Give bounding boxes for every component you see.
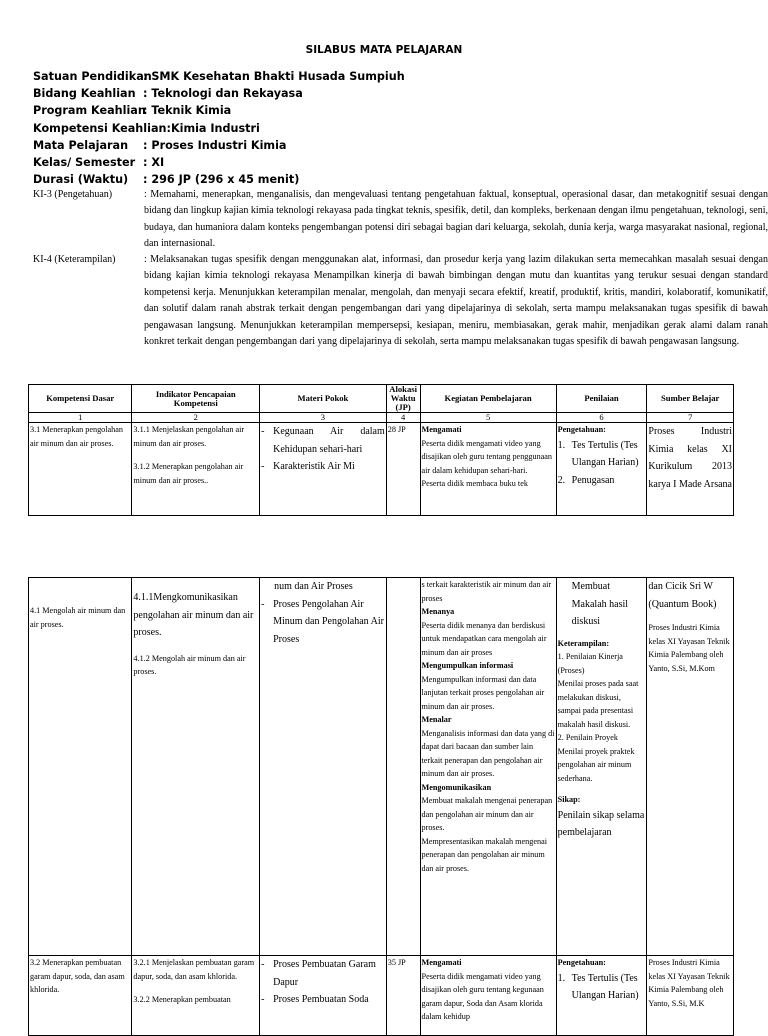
list-item: 1. Tes Tertulis (Tes Ulangan Harian)	[558, 970, 646, 1005]
meta-label: Kelas/ Semester	[33, 156, 136, 170]
sumber-cell	[647, 423, 734, 516]
jp-cell	[386, 423, 420, 516]
kegiatan-heading: Menalar	[421, 715, 452, 724]
penilaian-heading: Pengetahuan:	[557, 425, 606, 434]
penilaian-text: Menilai proyek praktek pengolahan air minum sederhana.	[557, 746, 635, 783]
jp-text: 28 JP	[387, 425, 406, 434]
penilaian-text: Penugasan	[571, 474, 615, 486]
meta-row-mapel	[33, 137, 405, 154]
kegiatan-heading: Menanya	[421, 607, 455, 616]
meta-row-durasi	[33, 171, 405, 188]
meta-value: : Teknologi dan Rekayasa	[143, 87, 303, 101]
list-item: - Karakteristik Air Mi	[261, 458, 385, 476]
meta-value: : Teknik Kimia	[143, 104, 232, 118]
table-row	[29, 578, 734, 956]
jp-cell	[386, 578, 420, 956]
indicator-text: 4.1.1Mengkomunikasikan pengolahan air minum dan air proses.	[133, 592, 254, 638]
sumber-text: Proses Industri Kimia kelas XI Kurikulum 2013 karya I Made Arsana	[648, 426, 732, 490]
col-number: 4	[386, 413, 420, 423]
ki4-label: KI-4 (Keterampilan)	[33, 254, 116, 265]
kegiatan-heading: Mengamati	[421, 425, 462, 434]
meta-value: : SMK Kesehatan Bhakti Husada Sumpiuh	[143, 70, 405, 83]
penilaian-text: 1. Penilaian Kinerja (Proses)	[557, 652, 623, 675]
ki3-label: KI-3 (Pengetahuan)	[33, 189, 113, 200]
jp-text: 35 JP	[387, 958, 406, 967]
col-header: Indikator Pencapaian Kompetensi	[132, 385, 260, 413]
meta-row-satuan	[33, 68, 405, 85]
table-row	[29, 423, 734, 516]
kegiatan-cell	[420, 578, 556, 956]
sumber-cell	[647, 578, 734, 956]
meta-label: Bidang Keahlian	[33, 87, 136, 101]
kegiatan-text: Peserta didik menanya dan berdiskusi untuk mendapatkan cara mengolah air minum dan air proses	[421, 620, 547, 657]
col-number: 6	[556, 413, 647, 423]
meta-row-program	[33, 102, 405, 119]
list-item: 2. Penugasan	[558, 472, 646, 490]
col-header: Sumber Belajar	[647, 385, 734, 413]
kegiatan-text: Peserta didik membaca buku tek	[421, 479, 528, 488]
col-number: 1	[29, 413, 132, 423]
kegiatan-text: s terkait karakteristik air minum dan air proses	[421, 580, 552, 603]
materi-text: Karakteristik Air Mi	[273, 461, 355, 472]
kd-cell	[29, 423, 132, 516]
list-item: - Proses Pengolahan Air Minum dan Pengolahan Air Proses	[261, 596, 385, 649]
sumber-text: Proses Industri Kimia kelas XI Yayasan Teknik Kimia Palembang oleh Yanto, S.Si, M.Kom	[648, 623, 730, 673]
meta-label: Durasi (Waktu)	[33, 173, 129, 187]
materi-cell	[260, 578, 387, 956]
meta-label: Mata Pelajaran	[33, 138, 129, 152]
meta-label: Kompetensi Keahlian:	[33, 121, 171, 135]
kegiatan-text: Mempresentasikan makalah mengenai penerapan dan pengolahan air minum dan air proses.	[421, 836, 548, 873]
list-item: - Proses Pembuatan Soda	[261, 991, 385, 1009]
materi-text: Proses Pengolahan Air Minum dan Pengolahan Air Proses	[273, 598, 384, 645]
penilaian-heading: Keterampilan:	[557, 638, 610, 648]
kegiatan-text: Menganalisis informasi dan data yang di dapat dari bacaan dan sumber lain terkait penerapan dan pengolahan air minum dan air proses.	[421, 728, 555, 778]
penilaian-text: Menilai proses pada saat melakukan diskusi, sampai pada presentasi makalah hasil diskusi.	[557, 679, 639, 729]
col-number: 2	[132, 413, 260, 423]
col-header: Kegiatan Pembelajaran	[420, 385, 556, 413]
ki4-text: : Melaksanakan tugas spesifik dengan menggunakan alat, informasi, dan prosedur kerja yang lazim dilakukan serta memecahkan masalah sesuai dengan bidang kajian kimia teknologi rekayasa Menampilkan kinerja di bawah bimbingan dengan mutu dan kuantitas yang terukur sesuai dengan standard kompetensi kerja. Menunjukkan keterampilan menalar, mengolah, dan menyaji secara efektif, kreatif, produktif, kritis, mandiri, kolaboratif, komunikatif, dan solutif dalam ranah abstrak terkait dengan pengembangan dari yang dipelajarinya di sekolah, serta mampu melaksanakan tugas spesifik di bawah pengawasan langsung. Menunjukkan keterampilan mempersepsi, kesiapan, meniru, membiasakan, gerak mahir, menjadikan gerak alami dalam ranah konkret terkait dengan pengembangan dari yang dipelajarinya di sekolah, serta mampu melaksanakan tugas spesifik di bawah pengawasan langsung.	[144, 254, 768, 348]
list-item: 1. Tes Tertulis (Tes Ulangan Harian)	[558, 437, 646, 472]
sumber-text: Proses Industri Kimia kelas XI Yayasan Teknik Kimia Palembang oleh Yanto, S.Si, M.K	[648, 958, 730, 1008]
meta-label: Satuan Pendidikan	[33, 70, 152, 83]
penilaian-cell	[556, 423, 647, 516]
meta-value: : XI	[143, 156, 165, 170]
indicator-text: 3.2.1 Menjelaskan pembuatan garam dapur, soda, dan asam khlorida.	[133, 958, 255, 981]
kegiatan-heading: Mengomunikasikan	[421, 782, 492, 792]
sumber-text: dan Cicik Sri W (Quantum Book)	[648, 581, 717, 610]
penilaian-text: 2. Penilain Proyek	[557, 733, 618, 742]
penilaian-text: Tes Tertulis (Tes Ulangan Harian)	[571, 439, 639, 468]
materi-text: num dan Air Proses	[274, 581, 353, 592]
kd-text: 4.1 Mengolah air minum dan air proses.	[30, 606, 126, 629]
col-header: Kompetensi Dasar	[29, 385, 132, 413]
col-header: Penilaian	[556, 385, 647, 413]
kd-text: 3.2 Menerapkan pembuatan garam dapur, soda, dan asam khlorida.	[30, 958, 125, 994]
page-title: SILABUS MATA PELAJARAN	[305, 44, 463, 56]
materi-text: Kegunaan Air dalam Kehidupan sehari-hari	[273, 426, 385, 455]
kegiatan-text: Membuat makalah mengenai penerapan dan pengolahan air minum dan air proses.	[421, 796, 553, 832]
kd-text: 3.1 Menerapkan pengolahan air minum dan air proses.	[30, 425, 123, 448]
col-number: 5	[420, 413, 556, 423]
number-row	[29, 413, 734, 423]
indicator-text: 3.1.2 Menerapkan pengolahan air minum dan air proses..	[133, 462, 244, 485]
identity-block	[33, 68, 405, 188]
header-row	[29, 385, 734, 413]
indicator-text: 3.2.2 Menerapkan pembuatan	[133, 995, 231, 1004]
kd-cell	[29, 578, 132, 956]
kegiatan-text: Mengumpulkan informasi dan data lanjutan terkait proses pengolahan air minum dan air proses.	[421, 674, 545, 711]
kegiatan-heading: Mengumpulkan informasi	[421, 661, 514, 670]
meta-value: Kimia Industri	[170, 121, 260, 135]
meta-value: : 296 JP (296 x 45 menit)	[143, 173, 300, 187]
ki3-text: : Memahami, menerapkan, menganalisis, dan mengevaluasi tentang pengetahuan faktual, konseptual, operasional dasar, dan metakognitif sesuai dengan bidang dan lingkup kajian kimia teknologi rekayasa pada tingkat teknis, spesifik, detil, dan kompleks, berkenaan dengan ilmu pengetahuan, teknologi, seni, budaya, dan humaniora dalam konteks pengembangan potensi diri sebagai bagian dari keluarga, sekolah, dunia kerja, warga masyarakat nasional, regional, dan internasional.	[144, 189, 768, 250]
indicator-text: 3.1.1 Menjelaskan pengolahan air minum dan air proses.	[133, 425, 245, 448]
meta-label: Program Keahlian	[33, 104, 146, 118]
list-item: - Proses Pembuatan Garam Dapur	[261, 956, 385, 991]
meta-row-kelas	[33, 154, 405, 171]
col-header: Alokasi Waktu (JP)	[386, 385, 420, 413]
penilaian-text: Tes Tertulis (Tes Ulangan Harian)	[571, 972, 639, 1001]
indicator-cell	[132, 578, 260, 956]
kegiatan-cell	[420, 423, 556, 516]
col-number: 7	[647, 413, 734, 423]
col-header: Materi Pokok	[260, 385, 387, 413]
syllabus-table-2	[28, 577, 734, 1036]
kegiatan-heading: Mengamati	[421, 958, 462, 967]
penilaian-heading: Pengetahuan:	[557, 958, 606, 967]
materi-text: Proses Pembuatan Garam Dapur	[273, 959, 376, 988]
penilaian-heading: Sikap:	[557, 795, 581, 804]
materi-text: Proses Pembuatan Soda	[273, 994, 369, 1005]
indicator-text: 4.1.2 Mengolah air minum dan air proses.	[133, 653, 246, 676]
syllabus-table-1	[28, 384, 734, 516]
kegiatan-text: Peserta didik mengamati video yang disajikan oleh guru tentang penggunaan air dalam kehidupan sehari-hari.	[421, 438, 553, 475]
list-item: - Kegunaan Air dalam Kehidupan sehari-hari	[261, 423, 385, 458]
kegiatan-text: Peserta didik mengamati video yang disajikan oleh guru tentang kegunaan garam dapur, Soda dan Asam klorida dalam kehidup	[421, 971, 544, 1021]
meta-row-bidang	[33, 85, 405, 102]
meta-row-kompetensi	[33, 120, 405, 137]
penilaian-cell	[556, 578, 647, 956]
materi-cell	[260, 423, 387, 516]
penilaian-text: Penilain sikap selama pembelajaran	[557, 809, 645, 838]
indicator-cell	[132, 423, 260, 516]
col-number: 3	[260, 413, 387, 423]
meta-value: : Proses Industri Kimia	[143, 138, 287, 152]
penilaian-text: Membuat Makalah hasil diskusi	[571, 581, 629, 627]
